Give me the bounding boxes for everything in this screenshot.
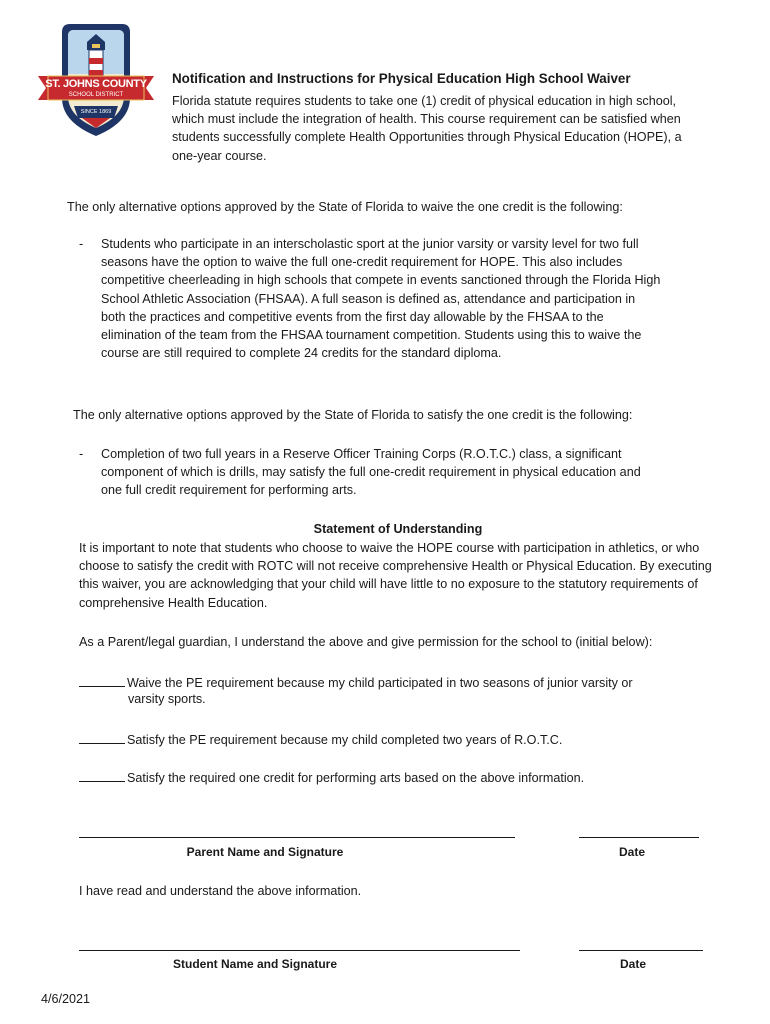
bullet-dash: - [79, 237, 84, 251]
logo-text-county: ST. JOHNS COUNTY [45, 78, 147, 90]
bullet-dash: - [79, 447, 84, 461]
option-waive-continuation: varsity sports. [128, 692, 206, 706]
lighthouse-emblem-icon [34, 14, 158, 140]
read-statement: I have read and understand the above information. [79, 884, 362, 898]
student-signature-line[interactable] [79, 950, 520, 951]
option-rotc-row [79, 729, 562, 749]
logo-text-since: SINCE 1869 [80, 109, 112, 115]
district-logo [34, 14, 158, 140]
student-date-label: Date [619, 957, 646, 971]
parent-date-label: Date [618, 845, 645, 859]
parent-signature-label: Parent Name and Signature [186, 845, 344, 859]
initial-blank-rotc[interactable] [79, 729, 125, 744]
satisfy-options-lead: The only alternative options approved by the State of Florida to satisfy the one credit is the following: [73, 408, 633, 422]
waive-options-lead: The only alternative options approved by the State of Florida to waive the one credit is the following: [67, 200, 623, 214]
option-arts-row [79, 767, 584, 787]
initial-blank-arts[interactable] [79, 767, 125, 782]
student-signature-label: Student Name and Signature [172, 957, 338, 971]
student-date-line[interactable] [579, 950, 703, 951]
option-waive-text: Waive the PE requirement because my child participated in two seasons of junior varsity or [127, 676, 633, 690]
revision-date: 4/6/2021 [41, 992, 91, 1006]
option-arts-text: Satisfy the required one credit for performing arts based on the above information. [127, 771, 585, 785]
intro-paragraph: Florida statute requires students to take one (1) credit of physical education in high school, which must include the integration of health. This course requirement can be satisfied when students successfully complete Health Opportunities through Physical Education (HOPE), a one-year course. [172, 94, 682, 163]
option-rotc-text: Satisfy the PE requirement because my child completed two years of R.O.T.C. [127, 733, 563, 747]
parent-date-line[interactable] [579, 837, 699, 838]
permission-lead: As a Parent/legal guardian, I understand the above and give permission for the school to (initial below): [79, 635, 653, 649]
waive-option-sport: Students who participate in an interscholastic sport at the junior varsity or varsity level for two full seasons have the option to waive the full one-credit requirement for HOPE. This also includes competitive cheerleading in high schools that compete in events sanctioned through the Florida High School Athletic Association (FHSAA). A full season is defined as, attendance and participation in both the practices and competitive events from the first day allowable by the FHSAA to the elimination of the team from the FHSAA tournament competition. Students using this to waive the course are still required to complete 24 credits for the standard diploma. [101, 237, 661, 361]
statement-heading: Statement of Understanding [313, 522, 483, 536]
satisfy-option-rotc: Completion of two full years in a Reserve Officer Training Corps (R.O.T.C.) class, a significant component of which is drills, may satisfy the full one-credit requirement in physical education and one full credit requirement for performing arts. [101, 447, 641, 498]
parent-signature-line[interactable] [79, 837, 515, 838]
logo-text-district: SCHOOL DISTRICT [68, 92, 124, 98]
statement-body: It is important to note that students who choose to waive the HOPE course with participation in athletics, or who choose to satisfy the credit with ROTC will not receive comprehensive Health or Physical Education. By executing this waiver, you are acknowledging that your child will have little to no exposure to the statutory requirements of comprehensive Health Education. [79, 541, 712, 610]
initial-blank-waive[interactable] [79, 672, 125, 687]
document-title: Notification and Instructions for Physical Education High School Waiver [172, 71, 631, 86]
